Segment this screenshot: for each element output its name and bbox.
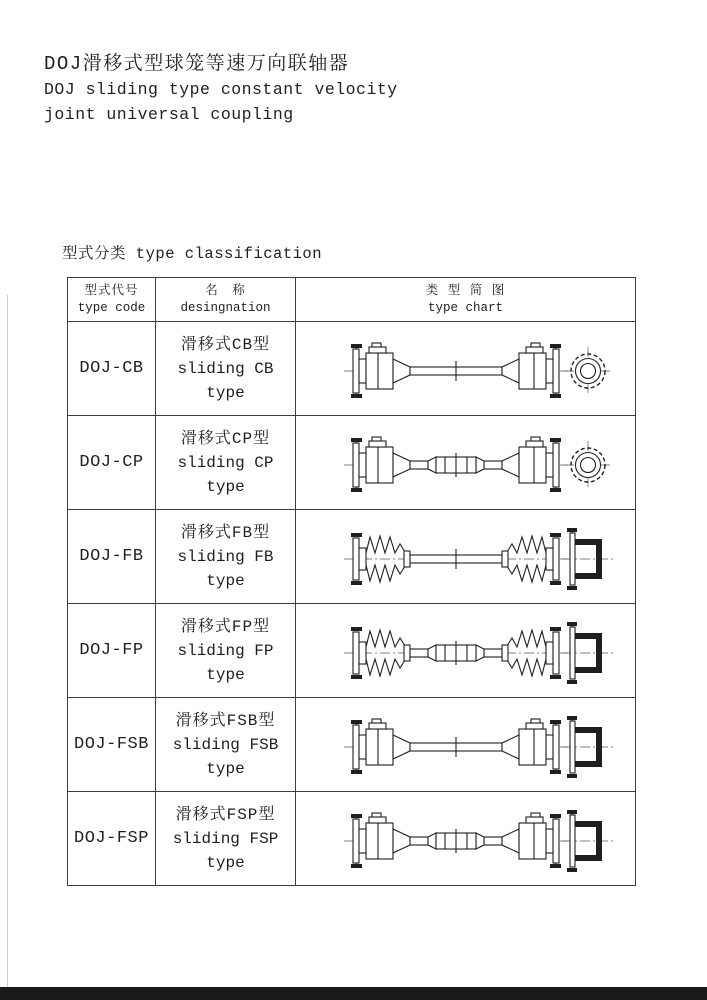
type-chart-cell xyxy=(296,604,636,698)
page-title-chinese: DOJ滑移式型球笼等速万向联轴器 xyxy=(44,53,350,75)
header-type-chart xyxy=(296,278,636,322)
header-type-code xyxy=(68,278,156,322)
table-header-row xyxy=(68,278,636,322)
designation-english: sliding CP type xyxy=(177,453,274,496)
type-chart-cell xyxy=(296,322,636,416)
section-heading: 型式分类 type classification xyxy=(62,245,323,263)
type-classification-table xyxy=(67,277,636,886)
designation-cell xyxy=(156,416,296,510)
type-code-cell: DOJ-FSP xyxy=(68,792,156,886)
title-block xyxy=(44,52,398,127)
scan-artifact-bottom-bar xyxy=(0,987,707,1000)
designation-cell xyxy=(156,604,296,698)
type-chart-cell xyxy=(296,510,636,604)
coupling-diagram-bellows-flange xyxy=(306,611,626,695)
header-designation-cn: 名 称 xyxy=(205,283,246,298)
coupling-diagram-bellows-flange xyxy=(306,517,626,601)
type-chart-cell xyxy=(296,416,636,510)
type-code-cell: DOJ-FB xyxy=(68,510,156,604)
type-code-cell: DOJ-FP xyxy=(68,604,156,698)
designation-english: sliding FP type xyxy=(177,641,274,684)
table-row xyxy=(68,510,636,604)
designation-cell xyxy=(156,792,296,886)
table-row xyxy=(68,322,636,416)
scan-artifact-left-line xyxy=(7,295,8,987)
header-designation-en: desingnation xyxy=(180,300,271,315)
table-row xyxy=(68,792,636,886)
type-chart-cell xyxy=(296,698,636,792)
type-code-cell: DOJ-CP xyxy=(68,416,156,510)
designation-chinese: 滑移式CP型 xyxy=(180,429,271,448)
page-title-english-line2: joint universal coupling xyxy=(44,105,294,124)
header-type-code-cn: 型式代号 xyxy=(84,283,139,298)
designation-english: sliding FSP type xyxy=(172,829,279,872)
table-row xyxy=(68,416,636,510)
header-designation xyxy=(156,278,296,322)
designation-cell xyxy=(156,322,296,416)
designation-chinese: 滑移式CB型 xyxy=(180,335,271,354)
header-type-chart-en: type chart xyxy=(427,300,503,315)
coupling-diagram-block-flange xyxy=(306,705,626,789)
table-row xyxy=(68,604,636,698)
header-type-chart-cn: 类 型 简 图 xyxy=(425,283,506,298)
coupling-diagram-block-circle xyxy=(306,423,626,507)
designation-cell xyxy=(156,510,296,604)
page-title-english-line1: DOJ sliding type constant velocity xyxy=(44,80,398,99)
coupling-diagram-block-flange xyxy=(306,799,626,883)
designation-cell xyxy=(156,698,296,792)
type-code-cell: DOJ-FSB xyxy=(68,698,156,792)
designation-english: sliding CB type xyxy=(177,359,274,402)
designation-chinese: 滑移式FSP型 xyxy=(175,805,276,824)
type-table-body xyxy=(68,278,636,886)
type-code-cell: DOJ-CB xyxy=(68,322,156,416)
designation-english: sliding FSB type xyxy=(172,735,279,778)
coupling-diagram-block-circle xyxy=(306,329,626,413)
designation-chinese: 滑移式FB型 xyxy=(180,523,271,542)
designation-chinese: 滑移式FP型 xyxy=(180,617,271,636)
designation-chinese: 滑移式FSB型 xyxy=(175,711,276,730)
header-type-code-en: type code xyxy=(77,300,146,315)
designation-english: sliding FB type xyxy=(177,547,274,590)
type-chart-cell xyxy=(296,792,636,886)
table-row xyxy=(68,698,636,792)
